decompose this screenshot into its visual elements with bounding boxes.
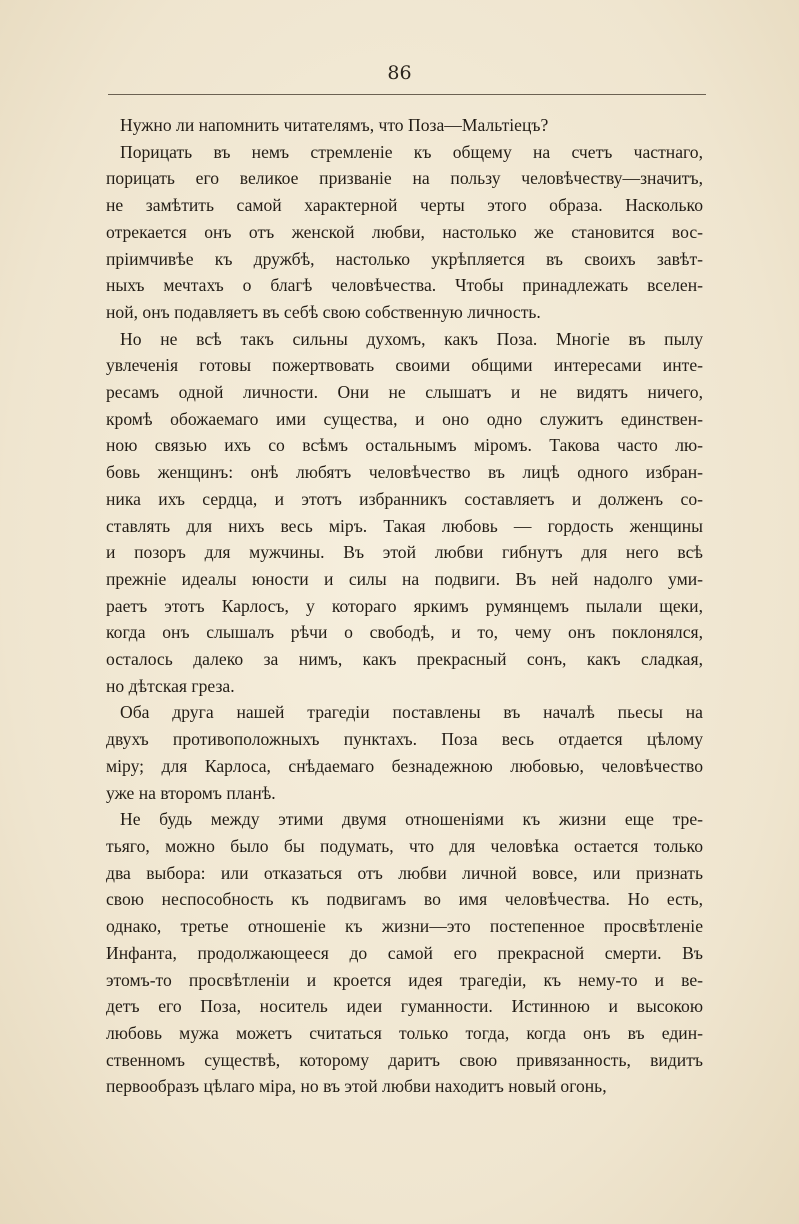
text-line: этомъ-то просвѣтленiи и кроется идея трагедiи, къ нему-то и ве- [106,969,703,990]
text-line: Оба друга нашей трагедiи поставлены въ началѣ пьесы на [120,702,703,723]
header-rule [108,94,706,95]
paragraph [106,326,703,700]
text-line: Нужно ли напомнить читателямъ, что Поза—Мальтiецъ? [120,115,549,135]
text-line: ныхъ мечтахъ о благѣ человѣчества. Чтобы принадлежать вселен- [106,275,703,296]
text-line: первообразъ цѣлаго мiра, но въ этой любви находитъ новый огонь, [106,1076,607,1097]
text-line: осталось далеко за нимъ, какъ прекрасный сонъ, какъ сладкая, [106,649,703,670]
text-line: свою неспособность къ подвигамъ во имя человѣчества. Но есть, [106,889,703,910]
text-line: не замѣтить самой характерной черты этого образа. Насколько [106,195,703,216]
text-line: ной, онъ подавляетъ въ себѣ свою собственную личность. [106,301,541,322]
text-line: двухъ противоположныхъ пунктахъ. Поза весь отдается цѣлому [106,729,703,750]
text-line: тьяго, можно было бы подумать, что для человѣка остается только [106,835,703,856]
text-line: бовь женщинъ: онѣ любятъ человѣчество въ лицѣ одного избран- [106,462,703,483]
text-line: увлеченiя готовы пожертвовать своими общими интересами инте- [106,355,703,376]
paragraph [106,139,703,326]
text-line: однако, третье отношенiе къ жизни—это постепенное просвѣтленiе [106,916,703,937]
text-line: уже на второмъ планѣ. [106,782,276,803]
text-line: прiимчивѣе къ дружбѣ, настолько укрѣпляется въ своихъ завѣт- [106,248,703,269]
text-line: ресамъ одной личности. Они не слышатъ и не видятъ ничего, [106,382,703,403]
text-line: ника ихъ сердца, и этотъ избранникъ составляетъ и долженъ со- [106,488,703,509]
text-line: ставлять для нихъ весь мiръ. Такая любовь — гордость женщины [106,515,703,536]
body-text [106,112,703,1100]
text-line: любовь мужа можетъ считаться только тогда, когда онъ въ един- [106,1022,703,1043]
page-number: 86 [387,62,412,84]
text-line: но дѣтская греза. [106,675,235,696]
text-line: порицать его великое призванiе на пользу человѣчеству—значитъ, [106,168,703,189]
text-line: два выбора: или отказаться отъ любви личной вовсе, или признать [106,862,703,883]
text-line: Инфанта, продолжающееся до самой его прекрасной смерти. Въ [106,942,703,963]
text-line: детъ его Поза, носитель идеи гуманности. Истинною и высокою [106,996,703,1017]
text-line: когда онъ слышалъ рѣчи о свободѣ, и то, чему онъ поклонялся, [106,622,703,643]
text-line: отрекается онъ отъ женской любви, настолько же становится вос- [106,221,703,242]
paragraph [106,112,703,139]
text-line: прежнiе идеалы юности и силы на подвиги. Въ ней надолго уми- [106,568,703,589]
paragraph [106,699,703,806]
text-line: Но не всѣ такъ сильны духомъ, какъ Поза. Многiе въ пылу [120,328,703,349]
text-line: раетъ этотъ Карлосъ, у котораго яркимъ румянцемъ пылали щеки, [106,595,703,616]
paragraph [106,806,703,1100]
text-line: ною связью ихъ со всѣмъ остальнымъ мiромъ. Такова часто лю- [106,435,703,456]
text-line: кромѣ обожаемаго ими существа, и оно одно служитъ единствен- [106,408,703,429]
text-line: Не будь между этими двумя отношенiями къ жизни еще тре- [120,809,703,830]
text-line: и позоръ для мужчины. Въ этой любви гибнутъ для него всѣ [106,542,703,563]
text-line: ственномъ существѣ, которому даритъ свою привязанность, видитъ [106,1049,703,1070]
text-line: Порицать въ немъ стремленiе къ общему на счетъ частнаго, [120,141,703,162]
text-line: мiру; для Карлоса, снѣдаемаго безнадежною любовью, человѣчество [106,755,703,776]
